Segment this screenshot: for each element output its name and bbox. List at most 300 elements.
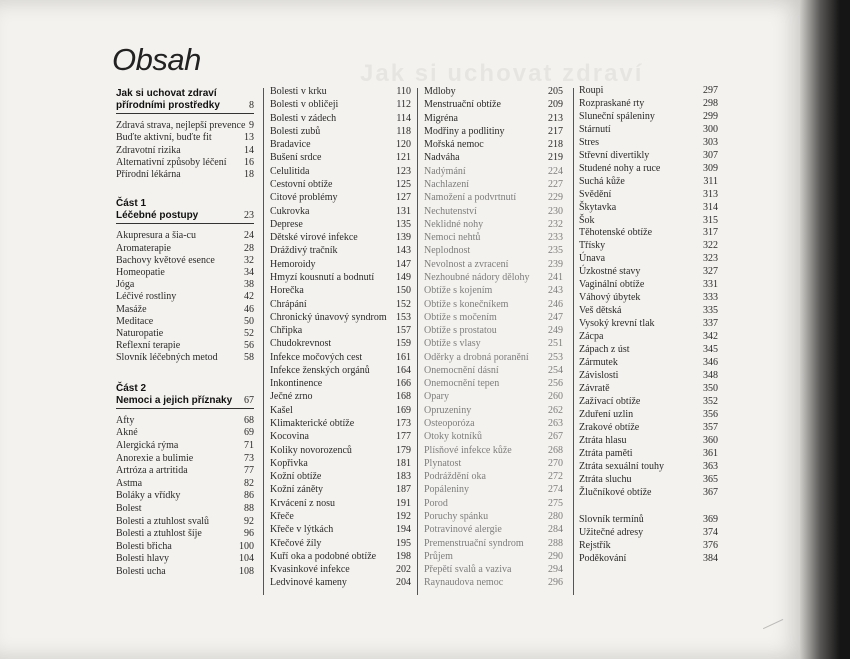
toc-entry-title: Zrakové obtíže (579, 421, 640, 433)
toc-entry-title: Rejstřík (579, 540, 611, 552)
toc-entry-page: 367 (703, 486, 718, 498)
toc-entry (579, 279, 718, 292)
section-heading: Nemoci a jejich příznaky (116, 394, 233, 406)
toc-entry (424, 271, 563, 284)
toc-entry (116, 541, 254, 554)
toc-entry-title: Stárnutí (579, 123, 611, 135)
toc-entry (116, 304, 254, 316)
toc-entry-title: Slovník léčebných metod (116, 352, 218, 364)
toc-entry-page: 194 (396, 524, 411, 536)
toc-entry-title: Poděkování (579, 553, 627, 565)
toc-entry-title: Opary (424, 391, 449, 403)
toc-entry-title: Obtíže s konečníkem (424, 298, 509, 310)
toc-entry-page: 209 (548, 99, 563, 111)
toc-entry (424, 351, 563, 364)
toc-entry-title: Bolesti v obličeji (270, 99, 339, 111)
toc-entry-page: 249 (548, 325, 563, 337)
toc-entry-title: Bolesti v krku (270, 86, 327, 97)
toc-entry-title: Popáleniny (424, 484, 469, 496)
toc-entry-title: Aromaterapie (116, 242, 171, 254)
toc-entry-title: Vaginální obtíže (579, 279, 645, 291)
toc-entry-title: Průjem (424, 550, 453, 562)
toc-entry (424, 98, 563, 111)
toc-entry (424, 138, 563, 151)
toc-entry-title: Astma (116, 477, 143, 489)
toc-entry-title: Ztráta sexuální touhy (579, 460, 664, 472)
toc-entry (424, 191, 563, 204)
toc-entry-title: Poruchy spánku (424, 511, 489, 522)
section-part2 (116, 383, 254, 579)
toc-entry-title: Závislosti (579, 369, 619, 381)
toc-entry-page: 131 (396, 205, 411, 217)
toc-entry-page: 227 (548, 178, 563, 190)
toc-entry (424, 165, 563, 178)
toc-entry-title: Raynaudova nemoc (424, 577, 504, 589)
toc-entry (579, 305, 718, 318)
toc-entry-title: Léčivé rostliny (116, 291, 177, 303)
toc-entry-title: Koliky novorozenců (270, 444, 352, 456)
section-items (116, 120, 254, 181)
toc-entry-title: Nevolnost a zvracení (424, 258, 509, 270)
toc-entry (116, 453, 254, 466)
toc-entry-page: 153 (396, 311, 411, 323)
toc-entry-title: Alergická rýma (116, 440, 179, 452)
toc-entry (116, 230, 254, 242)
toc-entry-title: Otoky kotníků (424, 431, 483, 443)
toc-entry-page: 82 (244, 477, 254, 489)
toc-entry-page: 219 (548, 152, 563, 164)
toc-entry (116, 553, 254, 566)
toc-entry (579, 422, 718, 435)
toc-entry-page: 357 (703, 421, 718, 433)
toc-entry (270, 271, 411, 284)
toc-entry-title: Hemoroidy (270, 258, 316, 270)
toc-entry-page: 299 (703, 110, 718, 122)
toc-entry (270, 311, 411, 324)
toc-entry (579, 189, 718, 202)
section-page-number: 23 (244, 210, 254, 222)
toc-entry-page: 71 (244, 440, 254, 452)
toc-entry-title: Reflexní terapie (116, 340, 181, 352)
toc-entry-page: 322 (703, 240, 718, 252)
toc-entry (424, 404, 563, 417)
toc-entry-title: Slovník termínů (579, 513, 644, 525)
toc-entry-page: 168 (396, 391, 411, 403)
toc-entry-page: 260 (548, 391, 563, 403)
section-items (116, 230, 254, 364)
toc-entry-page: 183 (396, 471, 411, 483)
toc-entry (270, 430, 411, 443)
bleed-through-text: Jak si uchovat zdraví (360, 60, 644, 87)
toc-entry-page: 42 (244, 291, 254, 303)
toc-column-1 (116, 88, 254, 579)
toc-entry-title: Šok (579, 214, 595, 226)
toc-entry (579, 111, 718, 124)
toc-entry (270, 125, 411, 138)
toc-entry-page: 46 (244, 303, 254, 315)
toc-entry (270, 417, 411, 430)
toc-entry-title: Ječné zrno (270, 391, 313, 403)
toc-entry (270, 324, 411, 337)
toc-entry (116, 478, 254, 491)
toc-entry (270, 244, 411, 257)
toc-entry (424, 205, 563, 218)
toc-entry (579, 448, 718, 461)
toc-entry-title: Bolesti břicha (116, 540, 172, 552)
toc-entry-page: 14 (244, 144, 254, 156)
toc-entry (579, 526, 718, 539)
toc-entry-title: Anorexie a bulimie (116, 452, 194, 464)
toc-entry-title: Mořská nemoc (424, 139, 484, 151)
toc-entry-title: Závratě (579, 382, 610, 394)
toc-entry (270, 205, 411, 218)
toc-entry-page: 327 (703, 266, 718, 278)
toc-entry (270, 85, 411, 98)
toc-entry (116, 352, 254, 364)
toc-entry (424, 231, 563, 244)
toc-entry (424, 523, 563, 536)
toc-entry (270, 138, 411, 151)
toc-entry-title: Cestovní obtíže (270, 178, 333, 190)
toc-entry-title: Kožní obtíže (270, 471, 322, 483)
toc-entry-page: 218 (548, 139, 563, 151)
toc-entry (116, 145, 254, 157)
pencil-mark (759, 610, 784, 629)
toc-entry (424, 284, 563, 297)
toc-entry-page: 177 (396, 431, 411, 443)
toc-entry-title: Bušení srdce (270, 152, 322, 164)
toc-entry-page: 251 (548, 338, 563, 350)
toc-entry (116, 279, 254, 291)
toc-entry (579, 396, 718, 409)
toc-entry (424, 576, 563, 589)
toc-entry (579, 461, 718, 474)
toc-entry (579, 513, 718, 526)
toc-entry-title: Boláky a vřídky (116, 490, 181, 502)
toc-entry-page: 294 (548, 564, 563, 576)
toc-entry (579, 409, 718, 422)
toc-entry (579, 98, 718, 111)
toc-entry-title: Ztráta paměti (579, 447, 633, 459)
toc-entry-title: Ztráta hlasu (579, 434, 627, 446)
toc-entry-title: Úzkostné stavy (579, 266, 641, 278)
toc-entry-page: 297 (703, 85, 718, 96)
toc-entry-title: Suchá kůže (579, 175, 625, 187)
toc-entry-title: Přepětí svalů a vaziva (424, 564, 512, 576)
toc-entry (424, 430, 563, 443)
toc-entry-page: 100 (239, 540, 254, 552)
toc-entry (424, 550, 563, 563)
toc-entry-title: Zármutek (579, 357, 618, 369)
toc-entry-page: 290 (548, 550, 563, 562)
toc-entry-title: Nadváha (424, 152, 460, 164)
toc-entry (116, 316, 254, 328)
toc-entry-title: Celulitida (270, 165, 310, 177)
toc-entry (270, 550, 411, 563)
toc-entry (270, 457, 411, 470)
toc-entry-title: Studené nohy a ruce (579, 162, 661, 174)
toc-entry-title: Chronický únavový syndrom (270, 311, 387, 323)
toc-entry-title: Homeopatie (116, 267, 165, 279)
toc-entry-page: 198 (396, 550, 411, 562)
toc-entry (116, 120, 254, 132)
toc-entry-title: Bachovy květové esence (116, 254, 215, 266)
toc-entry-page: 69 (244, 427, 254, 439)
toc-entry-title: Neplodnost (424, 245, 471, 257)
toc-entry-title: Zdravotní rizika (116, 144, 181, 156)
toc-entry (116, 132, 254, 144)
toc-entry-title: Onemocnění dásní (424, 364, 499, 376)
toc-entry-title: Užitečné adresy (579, 526, 644, 538)
toc-entry (116, 490, 254, 503)
toc-entry-title: Stres (579, 136, 599, 148)
toc-entry (270, 377, 411, 390)
toc-entry-title: Nemoci nehtů (424, 232, 481, 244)
toc-entry (270, 298, 411, 311)
toc-entry-title: Žlučníkové obtíže (579, 486, 652, 498)
toc-entry-page: 256 (548, 378, 563, 390)
toc-entry (116, 267, 254, 279)
toc-entry-page: 246 (548, 298, 563, 310)
toc-entry (116, 169, 254, 181)
toc-entry (424, 497, 563, 510)
toc-entry-page: 50 (244, 315, 254, 327)
toc-entry-title: Ztráta sluchu (579, 473, 632, 485)
toc-entry (579, 552, 718, 565)
toc-entry-title: Bolest (116, 503, 142, 515)
toc-entry-page: 262 (548, 404, 563, 416)
toc-entry-title: Obtíže s prostatou (424, 325, 497, 337)
toc-entry-page: 202 (396, 564, 411, 576)
toc-entry-page: 270 (548, 457, 563, 469)
toc-entry-page: 361 (703, 447, 718, 459)
toc-entry-page: 217 (548, 125, 563, 137)
toc-entry (579, 292, 718, 305)
toc-entry-page: 169 (396, 404, 411, 416)
section-part1 (116, 198, 254, 364)
toc-entry-title: Opruzeniny (424, 404, 472, 416)
toc-entry (116, 528, 254, 541)
toc-entry-page: 195 (396, 537, 411, 549)
toc-entry (579, 266, 718, 279)
toc-entry-title: Migréna (424, 112, 458, 124)
toc-entry (579, 383, 718, 396)
toc-entry-page: 179 (396, 444, 411, 456)
toc-entry-page: 235 (548, 245, 563, 257)
toc-entry-page: 52 (244, 328, 254, 340)
toc-entry-page: 335 (703, 305, 718, 317)
toc-entry (424, 298, 563, 311)
toc-entry-page: 253 (548, 351, 563, 363)
toc-entry (424, 510, 563, 523)
toc-entry-page: 376 (703, 540, 718, 552)
toc-entry-title: Dráždivý tračník (270, 245, 338, 257)
toc-entry-title: Ledvinové kameny (270, 577, 347, 589)
toc-entry (116, 440, 254, 453)
toc-entry-page: 241 (548, 271, 563, 283)
toc-entry-page: 204 (396, 577, 411, 589)
toc-entry-page: 243 (548, 285, 563, 297)
toc-entry-page: 314 (703, 201, 718, 213)
toc-entry-page: 356 (703, 408, 718, 420)
toc-entry (270, 284, 411, 297)
toc-entry (579, 202, 718, 215)
section-intro (116, 88, 254, 181)
toc-entry-page: 288 (548, 537, 563, 549)
toc-entry-title: Obtíže s vlasy (424, 338, 481, 350)
part-label: Část 1 (116, 198, 147, 210)
toc-entry-page: 333 (703, 292, 718, 304)
toc-entry-page: 317 (703, 227, 718, 239)
toc-entry-page: 313 (703, 188, 718, 200)
toc-entry-page: 230 (548, 205, 563, 217)
toc-entry (270, 218, 411, 231)
toc-entry (424, 258, 563, 271)
toc-entry-page: 298 (703, 97, 718, 109)
toc-entry-page: 166 (396, 378, 411, 390)
toc-entry-page: 284 (548, 524, 563, 536)
toc-entry-title: Afty (116, 414, 135, 426)
book-edge-shadow (800, 0, 850, 659)
toc-entry-title: Alternativní způsoby léčení (116, 156, 227, 168)
toc-entry-title: Bolesti zubů (270, 125, 321, 137)
toc-entry (424, 311, 563, 324)
toc-entry (424, 364, 563, 377)
toc-entry-page: 247 (548, 311, 563, 323)
toc-entry-title: Nezhoubné nádory dělohy (424, 271, 530, 283)
toc-column-3 (424, 85, 563, 590)
toc-entry-title: Bolesti ucha (116, 565, 166, 577)
toc-entry-title: Infekce ženských orgánů (270, 364, 370, 376)
toc-entry-title: Chřipka (270, 325, 303, 337)
section-heading-row (116, 395, 254, 409)
toc-entry (424, 563, 563, 576)
toc-entry-title: Bolesti v zádech (270, 112, 337, 124)
toc-entry (424, 390, 563, 403)
toc-entry (579, 163, 718, 176)
toc-entry-title: Onemocnění tepen (424, 378, 500, 390)
toc-column-2 (270, 85, 411, 590)
toc-entry-page: 350 (703, 382, 718, 394)
column-divider (263, 88, 264, 595)
toc-entry-page: 272 (548, 471, 563, 483)
toc-column-4 (579, 85, 718, 566)
toc-entry-title: Svědění (579, 188, 612, 200)
section-page-number: 67 (244, 394, 254, 406)
toc-entry-title: Hmyzí kousnutí a bodnutí (270, 271, 375, 283)
toc-entry-page: 346 (703, 357, 718, 369)
toc-entry (116, 415, 254, 428)
toc-entry-title: Cukrovka (270, 205, 310, 217)
toc-entry (424, 537, 563, 550)
toc-entry-title: Krvácení z nosu (270, 497, 335, 509)
toc-entry-title: Horečka (270, 285, 304, 297)
toc-entry-page: 274 (548, 484, 563, 496)
toc-entry-page: 374 (703, 526, 718, 538)
toc-entry-title: Plísňové infekce kůže (424, 444, 512, 456)
toc-entry-page: 88 (244, 503, 254, 515)
toc-entry (270, 337, 411, 350)
toc-entry (270, 523, 411, 536)
toc-entry-page: 121 (396, 152, 411, 164)
toc-entry (424, 324, 563, 337)
toc-entry-title: Kuří oka a podobné obtíže (270, 550, 377, 562)
toc-entry-title: Potravinové alergie (424, 524, 502, 536)
toc-entry-title: Nadýmání (424, 165, 466, 177)
toc-entry-page: 315 (703, 214, 718, 226)
toc-entry (424, 417, 563, 430)
toc-entry-title: Osteoporóza (424, 418, 475, 430)
toc-entry-page: 280 (548, 511, 563, 522)
toc-entry-page: 73 (244, 452, 254, 464)
section-items (579, 85, 718, 500)
toc-entry (424, 151, 563, 164)
toc-entry-page: 233 (548, 232, 563, 244)
part-label: Část 2 (116, 382, 147, 394)
toc-entry-title: Kašel (270, 404, 293, 416)
toc-entry-page: 34 (244, 267, 254, 279)
toc-entry (270, 576, 411, 589)
toc-entry-page: 125 (396, 178, 411, 190)
toc-entry-page: 303 (703, 136, 718, 148)
toc-entry-title: Roupi (579, 85, 604, 96)
toc-entry-title: Křeče (270, 511, 294, 522)
toc-entry (579, 331, 718, 344)
toc-entry-page: 173 (396, 418, 411, 430)
toc-entry (424, 125, 563, 138)
toc-entry-page: 300 (703, 123, 718, 135)
toc-entry (116, 340, 254, 352)
section-heading-line-2: přírodními prostředky (116, 100, 220, 112)
column-divider (417, 88, 418, 595)
toc-entry-title: Nechutenství (424, 205, 477, 217)
toc-entry-page: 110 (396, 86, 411, 97)
toc-entry (116, 255, 254, 267)
toc-entry-title: Bolesti a ztuhlost šíje (116, 528, 202, 540)
toc-entry-title: Neklidné nohy (424, 218, 484, 230)
toc-entry-page: 331 (703, 279, 718, 291)
toc-entry (270, 483, 411, 496)
toc-entry-page: 77 (244, 465, 254, 477)
toc-entry-page: 348 (703, 369, 718, 381)
toc-entry-title: Klimakterické obtíže (270, 418, 355, 430)
toc-entry (270, 537, 411, 550)
toc-entry-page: 96 (244, 528, 254, 540)
toc-entry-page: 118 (396, 125, 411, 137)
toc-entry-title: Menstruační obtíže (424, 99, 501, 111)
toc-entry (424, 112, 563, 125)
toc-entry-page: 24 (244, 230, 254, 242)
toc-entry-page: 114 (396, 112, 411, 124)
toc-entry-title: Podráždění oka (424, 471, 486, 483)
toc-entry (116, 566, 254, 579)
toc-entry-page: 108 (239, 565, 254, 577)
toc-entry (424, 218, 563, 231)
toc-entry-title: Plynatost (424, 457, 462, 469)
toc-entry (424, 483, 563, 496)
toc-entry (116, 291, 254, 303)
toc-entry (270, 497, 411, 510)
toc-entry (579, 85, 718, 98)
toc-entry-title: Namožení a podvrtnutí (424, 192, 517, 204)
toc-entry-title: Sluneční spáleniny (579, 110, 655, 122)
toc-entry (270, 231, 411, 244)
toc-entry-page: 268 (548, 444, 563, 456)
toc-entry (579, 344, 718, 357)
toc-entry-page: 149 (396, 271, 411, 283)
toc-entry-title: Modřiny a podlitiny (424, 125, 505, 137)
toc-entry (116, 427, 254, 440)
